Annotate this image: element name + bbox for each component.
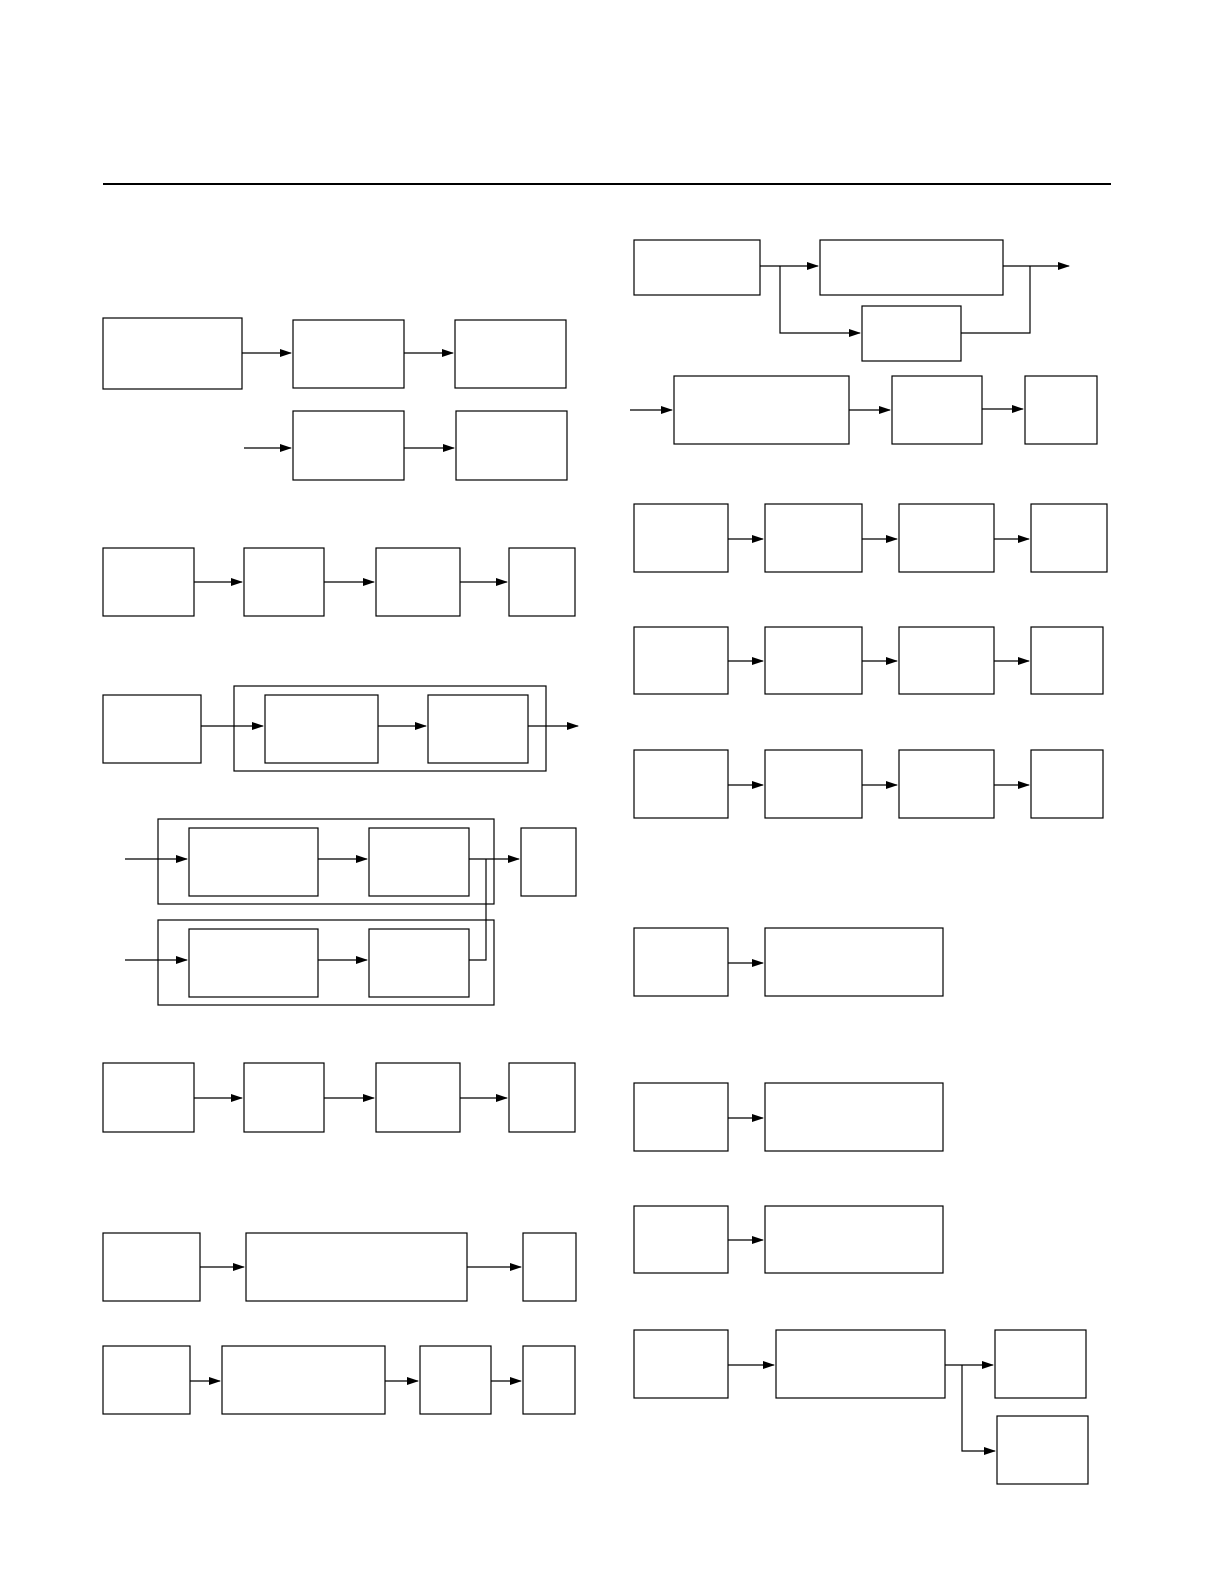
group-frame	[234, 686, 546, 771]
box	[103, 1233, 200, 1301]
box	[1025, 376, 1097, 444]
box	[103, 1063, 194, 1132]
box	[456, 411, 567, 480]
box	[899, 627, 994, 694]
box	[634, 1206, 728, 1273]
box	[244, 1063, 324, 1132]
box	[765, 1206, 943, 1273]
box	[103, 318, 242, 389]
box	[765, 504, 862, 572]
flow-left-5	[103, 1063, 575, 1132]
box	[674, 376, 849, 444]
flow-right-5	[634, 750, 1103, 818]
flow-left-4	[125, 819, 576, 1005]
box	[820, 240, 1003, 295]
box	[293, 411, 404, 480]
box	[189, 929, 318, 997]
box	[634, 504, 728, 572]
box	[765, 1083, 943, 1151]
flow-right-7	[634, 1083, 943, 1151]
box	[634, 1330, 728, 1398]
box	[1031, 627, 1103, 694]
box	[222, 1346, 385, 1414]
box	[634, 627, 728, 694]
flow-right-6	[634, 928, 943, 996]
flow-left-2	[103, 548, 575, 616]
flow-right-2	[630, 376, 1097, 444]
box	[995, 1330, 1086, 1398]
box	[420, 1346, 491, 1414]
flow-right-4	[634, 627, 1103, 694]
flow-left-3	[103, 686, 578, 771]
box	[376, 1063, 460, 1132]
box	[103, 1346, 190, 1414]
box	[246, 1233, 467, 1301]
box	[997, 1416, 1088, 1484]
box	[634, 928, 728, 996]
box	[369, 929, 469, 997]
group-frame	[158, 819, 494, 904]
box	[509, 1063, 575, 1132]
box	[899, 504, 994, 572]
group-frame	[158, 920, 494, 1005]
connector	[962, 1365, 995, 1451]
box	[765, 928, 943, 996]
box	[1031, 504, 1107, 572]
box	[376, 548, 460, 616]
box	[244, 548, 324, 616]
flow-right-9	[634, 1330, 1088, 1484]
box	[634, 750, 728, 818]
box	[521, 828, 576, 896]
connector	[469, 859, 486, 960]
connector	[961, 266, 1030, 333]
flow-left-1	[103, 318, 567, 480]
box	[634, 1083, 728, 1151]
box	[293, 320, 404, 388]
box	[892, 376, 982, 444]
flow-right-8	[634, 1206, 943, 1273]
box	[103, 695, 201, 763]
box	[862, 306, 961, 361]
box	[899, 750, 994, 818]
box	[765, 750, 862, 818]
box	[634, 240, 760, 295]
box	[765, 627, 862, 694]
box	[428, 695, 528, 763]
flow-right-1	[634, 240, 1069, 361]
box	[189, 828, 318, 896]
box	[523, 1233, 576, 1301]
box	[103, 548, 194, 616]
flow-left-7	[103, 1346, 575, 1414]
box	[776, 1330, 945, 1398]
box	[523, 1346, 575, 1414]
flow-right-3	[634, 504, 1107, 572]
box	[1031, 750, 1103, 818]
box	[265, 695, 378, 763]
box	[369, 828, 469, 896]
box	[509, 548, 575, 616]
flow-left-6	[103, 1233, 576, 1301]
box	[455, 320, 566, 388]
